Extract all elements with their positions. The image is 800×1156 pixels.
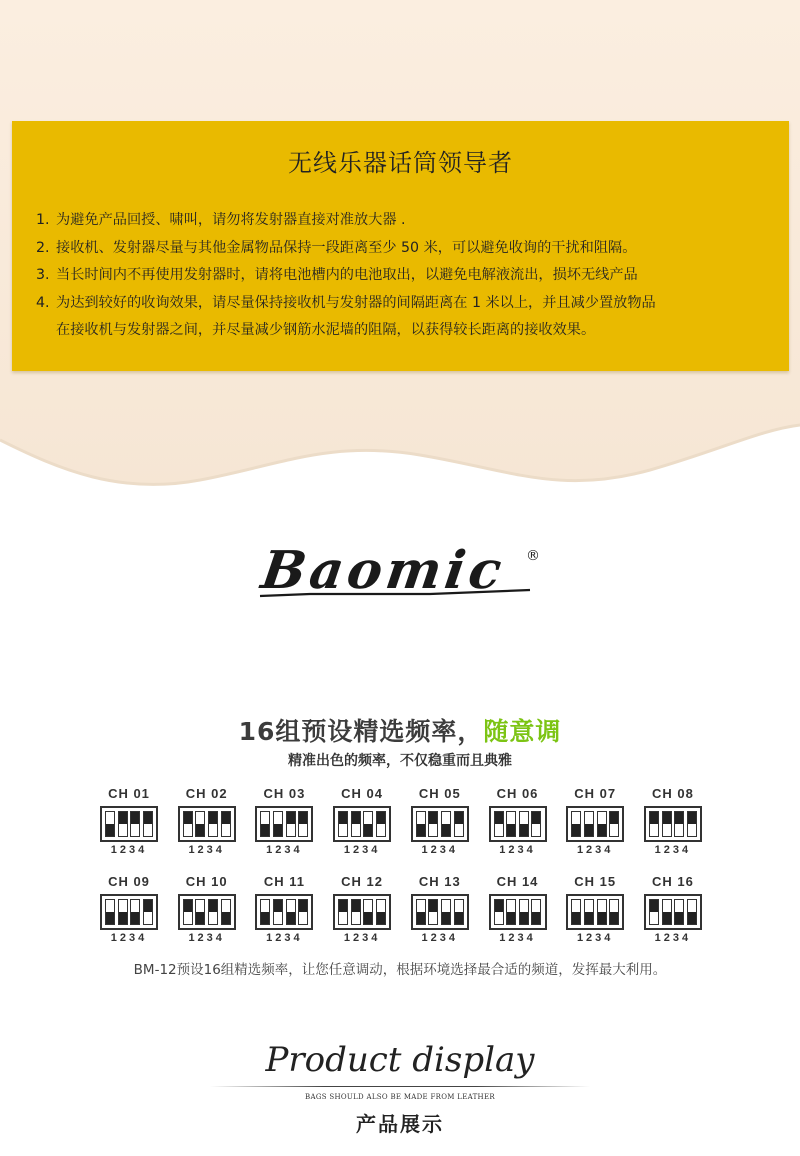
- dip-toggle: [376, 811, 386, 837]
- dip-toggle: [105, 811, 115, 837]
- channel-label: CH 05: [418, 786, 461, 801]
- dip-switch-body: [411, 894, 469, 930]
- channel-dip-switch: [563, 874, 627, 944]
- switch-numbers: 1234: [188, 844, 225, 856]
- dip-toggle: [273, 811, 283, 837]
- dip-switch-body: [178, 806, 236, 842]
- dip-toggle: [221, 811, 231, 837]
- switch-numbers: 1234: [499, 932, 536, 944]
- item-text: 当长时间内不再使用发射器时，请将电池槽内的电池取出，以避免电解液流出，损坏无线产品: [56, 267, 638, 283]
- dip-switch-body: [644, 806, 702, 842]
- channel-dip-switch: [252, 874, 316, 944]
- dip-toggle: [351, 899, 361, 925]
- switch-numbers: 1234: [266, 844, 303, 856]
- channel-dip-switch: [641, 786, 705, 856]
- dip-toggle: [531, 811, 541, 837]
- channel-dip-switch: [486, 874, 550, 944]
- frequency-note: BM-12预设16组精选频率，让您任意调动，根据环境选择最合适的频道，发挥最大利用。: [133, 962, 667, 978]
- switch-numbers: 1234: [654, 844, 692, 856]
- dip-toggle: [662, 899, 672, 925]
- frequency-subtitle: 精准出色的频率，不仅稳重而且典雅: [288, 753, 512, 769]
- channel-label: CH 08: [651, 786, 694, 801]
- item-number: 1.: [36, 212, 50, 228]
- dip-toggle: [597, 811, 607, 837]
- frequency-title-highlight: 随意调: [483, 717, 562, 746]
- dip-toggle: [519, 811, 529, 837]
- switch-numbers: 1234: [343, 844, 381, 856]
- channel-label: CH 07: [574, 786, 617, 801]
- dip-toggle: [441, 899, 451, 925]
- channel-dip-switch: [330, 786, 394, 856]
- frequency-title-main: 16组预设精选频率，: [238, 717, 484, 746]
- dip-toggle: [363, 899, 373, 925]
- channel-label: CH 16: [651, 874, 694, 889]
- notice-list: [36, 207, 786, 345]
- dip-toggle: [584, 811, 594, 837]
- item-text: 为避免产品回授、啸叫，请勿将发射器直接对准放大器 .: [56, 212, 406, 228]
- dip-toggle: [494, 899, 504, 925]
- dip-toggle: [416, 899, 426, 925]
- dip-toggle: [143, 899, 153, 925]
- dip-toggle: [531, 899, 541, 925]
- list-item-continuation: 在接收机与发射器之间，并尽量减少钢筋水泥墙的阻隔，以获得较长距离的接收效果。: [56, 322, 596, 338]
- dip-switch-body: [100, 806, 158, 842]
- channel-dip-switch: [175, 786, 239, 856]
- switch-numbers: 1234: [654, 932, 692, 944]
- dip-toggle: [519, 899, 529, 925]
- frequency-title: [0, 712, 800, 748]
- dip-toggle: [687, 811, 697, 837]
- dip-toggle: [273, 899, 283, 925]
- product-display-title: Product display: [265, 1040, 535, 1080]
- dip-switch-body: [489, 806, 547, 842]
- brand-logo: [250, 540, 560, 610]
- dip-switch-body: [333, 806, 391, 842]
- notice-panel: [12, 121, 789, 371]
- channel-label: CH 02: [185, 786, 228, 801]
- logo-underline: [250, 586, 550, 600]
- list-item: [36, 235, 786, 263]
- dip-switch-body: [644, 894, 702, 930]
- channel-dip-switch: [408, 874, 472, 944]
- dip-toggle: [298, 811, 308, 837]
- switch-numbers: 1234: [421, 844, 459, 856]
- dip-switch-body: [100, 894, 158, 930]
- dip-toggle: [143, 811, 153, 837]
- dip-toggle: [454, 811, 464, 837]
- channel-label: CH 06: [496, 786, 539, 801]
- dip-toggle: [597, 899, 607, 925]
- dip-toggle: [649, 899, 659, 925]
- product-display-cn: 产品展示: [356, 1112, 444, 1136]
- dip-toggle: [130, 899, 140, 925]
- channel-dip-switch: [252, 786, 316, 856]
- dip-toggle: [506, 811, 516, 837]
- dip-toggle: [584, 899, 594, 925]
- channel-label: CH 11: [263, 874, 305, 889]
- channel-dip-switch: [563, 786, 627, 856]
- dip-switch-body: [489, 894, 547, 930]
- product-display-divider: [210, 1086, 590, 1087]
- item-number: 3.: [36, 267, 50, 283]
- channel-label: CH 09: [108, 874, 150, 889]
- list-item: [36, 262, 786, 290]
- dip-toggle: [260, 899, 270, 925]
- channel-label: CH 04: [341, 786, 384, 801]
- list-item: [36, 207, 786, 235]
- channel-dip-switch: [486, 786, 550, 856]
- dip-switch-body: [566, 894, 624, 930]
- switch-numbers: 1234: [188, 932, 225, 944]
- switch-numbers: 1234: [110, 844, 148, 856]
- dip-toggle: [298, 899, 308, 925]
- dip-toggle: [649, 811, 659, 837]
- dip-toggle: [674, 811, 684, 837]
- switch-numbers: 1234: [576, 844, 614, 856]
- list-item: [36, 290, 786, 318]
- channel-label: CH 15: [574, 874, 617, 889]
- item-number: 4.: [36, 294, 50, 311]
- dip-switch-body: [255, 894, 313, 930]
- product-display-subtitle: BAGS SHOULD ALSO BE MADE FROM LEATHER: [305, 1093, 495, 1101]
- dip-toggle: [183, 811, 193, 837]
- dip-toggle: [130, 811, 140, 837]
- logo-wordmark: Baomic: [257, 540, 510, 601]
- dip-toggle: [195, 899, 205, 925]
- switch-numbers: 1234: [421, 932, 459, 944]
- dip-switch-body: [333, 894, 391, 930]
- channel-dip-switch: [641, 874, 705, 944]
- dip-switch-body: [178, 894, 236, 930]
- channel-dip-switch: [330, 874, 394, 944]
- dip-toggle: [183, 899, 193, 925]
- dip-toggle: [609, 811, 619, 837]
- dip-toggle: [441, 811, 451, 837]
- dip-toggle: [687, 899, 697, 925]
- dip-toggle: [208, 811, 218, 837]
- dip-switch-body: [411, 806, 469, 842]
- dip-toggle: [118, 899, 128, 925]
- notice-title: 无线乐器话筒领导者: [288, 149, 513, 177]
- channel-label: CH 13: [418, 874, 461, 889]
- channel-dip-switch: [175, 874, 239, 944]
- dip-toggle: [118, 811, 128, 837]
- dip-toggle: [338, 811, 348, 837]
- dip-toggle: [351, 811, 361, 837]
- switch-numbers: 1234: [110, 932, 148, 944]
- dip-toggle: [208, 899, 218, 925]
- channel-dip-switch: [97, 786, 161, 856]
- dip-toggle: [105, 899, 115, 925]
- dip-toggle: [571, 811, 581, 837]
- dip-toggle: [428, 811, 438, 837]
- dip-toggle: [454, 899, 464, 925]
- item-text: 为达到较好的收询效果，请尽量保持接收机与发射器的间隔距离在 1 米以上，并且减少置放物品: [56, 294, 656, 311]
- dip-toggle: [416, 811, 426, 837]
- dip-toggle: [376, 899, 386, 925]
- wave-divider: [0, 400, 800, 510]
- channel-dip-switch: [97, 874, 161, 944]
- dip-switch-body: [566, 806, 624, 842]
- dip-toggle: [260, 811, 270, 837]
- channel-label: CH 10: [185, 874, 228, 889]
- dip-toggle: [506, 899, 516, 925]
- dip-toggle: [674, 899, 684, 925]
- channel-label: CH 03: [263, 786, 306, 801]
- registered-mark: ®: [526, 548, 540, 564]
- switch-numbers: 1234: [576, 932, 614, 944]
- switch-numbers: 1234: [343, 932, 381, 944]
- dip-toggle: [221, 899, 231, 925]
- dip-switch-body: [255, 806, 313, 842]
- item-number: 2.: [36, 239, 50, 256]
- dip-toggle: [494, 811, 504, 837]
- dip-toggle: [571, 899, 581, 925]
- dip-toggle: [286, 899, 296, 925]
- dip-toggle: [286, 811, 296, 837]
- switch-numbers: 1234: [499, 844, 536, 856]
- dip-toggle: [363, 811, 373, 837]
- switch-numbers: 1234: [266, 932, 303, 944]
- dip-toggle: [609, 899, 619, 925]
- item-text: 接收机、发射器尽量与其他金属物品保持一段距离至少 50 米，可以避免收询的干扰和阻隔。: [56, 239, 637, 256]
- dip-toggle: [428, 899, 438, 925]
- channel-dip-switch: [408, 786, 472, 856]
- channel-label: CH 14: [496, 874, 539, 889]
- channel-label: CH 01: [108, 786, 150, 801]
- channel-label: CH 12: [341, 874, 384, 889]
- dip-toggle: [338, 899, 348, 925]
- dip-toggle: [662, 811, 672, 837]
- dip-toggle: [195, 811, 205, 837]
